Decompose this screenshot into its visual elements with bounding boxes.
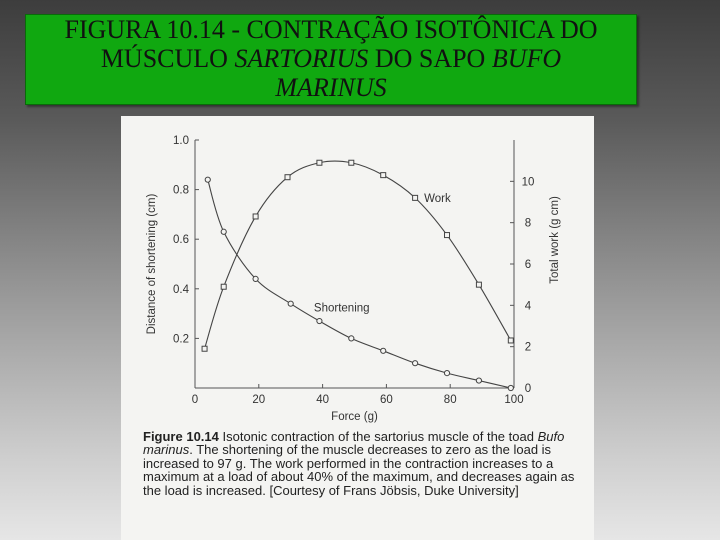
shortening-point — [205, 177, 210, 182]
title-line-3: MARINUS — [275, 73, 387, 102]
title-line-2-a: MÚSCULO — [100, 44, 235, 73]
shortening-point — [349, 336, 354, 341]
shortening-point — [253, 276, 258, 281]
x-tick-label: 100 — [504, 394, 524, 406]
work-point — [285, 175, 290, 180]
y-left-axis-label: Distance of shortening (cm) — [146, 193, 158, 335]
caption-label: Figure 10.14 — [143, 429, 219, 444]
y-right-tick-label: 10 — [521, 176, 535, 189]
x-tick-label: 80 — [443, 394, 457, 406]
title-species-muscle: SARTORIUS — [234, 44, 369, 73]
y-right-tick-label: 6 — [524, 259, 532, 271]
work-point — [349, 160, 354, 165]
title-line-1: FIGURA 10.14 - CONTRAÇÃO ISOTÔNICA DO — [64, 15, 598, 44]
y-right-axis-label: Total work (g cm) — [549, 196, 561, 284]
y-right-tick-label: 8 — [524, 217, 532, 230]
work-point — [413, 195, 418, 200]
scanned-figure — [121, 116, 594, 540]
shortening-point — [444, 371, 449, 376]
y-left-tick-label: 0.4 — [173, 283, 189, 296]
work-point — [476, 282, 481, 287]
caption-text-b: . The shortening of the muscle decreases to zero as the load is increased to 97 g. The work performed in the contraction increases to a maximum at a load of about 40% of the maximum, and decreases again as the load is increased. [Courtesy of Frans Jöbsis, Duke University] — [143, 442, 575, 498]
work-point — [202, 346, 207, 351]
caption-text-a: Isotonic contraction of the sartorius muscle of the toad — [222, 429, 538, 444]
shortening-point — [508, 385, 513, 390]
x-tick-label: 20 — [252, 394, 266, 406]
y-right-tick-label: 0 — [524, 383, 532, 395]
figure-caption — [143, 430, 583, 497]
work-point — [253, 214, 258, 219]
slide-title — [25, 14, 637, 105]
x-tick-label: 0 — [191, 394, 199, 406]
y-left-tick-label: 0.6 — [173, 234, 189, 247]
work-point — [508, 338, 513, 343]
chart — [121, 116, 594, 426]
shortening-point — [476, 378, 481, 383]
y-right-tick-label: 4 — [524, 300, 532, 313]
x-axis-label: Force (g) — [331, 411, 378, 423]
caption-species: Bufo marinus — [143, 429, 565, 458]
shortening-curve — [208, 180, 511, 388]
work-point — [317, 160, 322, 165]
work-series-label: Work — [424, 193, 451, 206]
work-curve — [205, 161, 511, 349]
y-left-tick-label: 0.8 — [173, 184, 189, 197]
shortening-point — [413, 361, 418, 366]
shortening-series-label: Shortening — [313, 302, 370, 315]
title-line-2 — [26, 44, 636, 73]
x-tick-label: 40 — [316, 394, 329, 406]
work-point — [445, 233, 450, 238]
shortening-point — [288, 301, 293, 306]
shortening-point — [317, 318, 322, 323]
shortening-point — [221, 229, 226, 234]
y-right-tick-label: 2 — [524, 341, 532, 354]
y-left-tick-label: 0.2 — [173, 333, 189, 346]
work-point — [381, 173, 386, 178]
x-tick-label: 60 — [380, 394, 393, 406]
y-left-tick-label: 1.0 — [173, 135, 189, 147]
shortening-point — [381, 348, 386, 353]
title-line-2-c: DO SAPO — [368, 44, 492, 73]
title-species-genus: BUFO — [491, 44, 562, 73]
work-point — [221, 284, 226, 289]
